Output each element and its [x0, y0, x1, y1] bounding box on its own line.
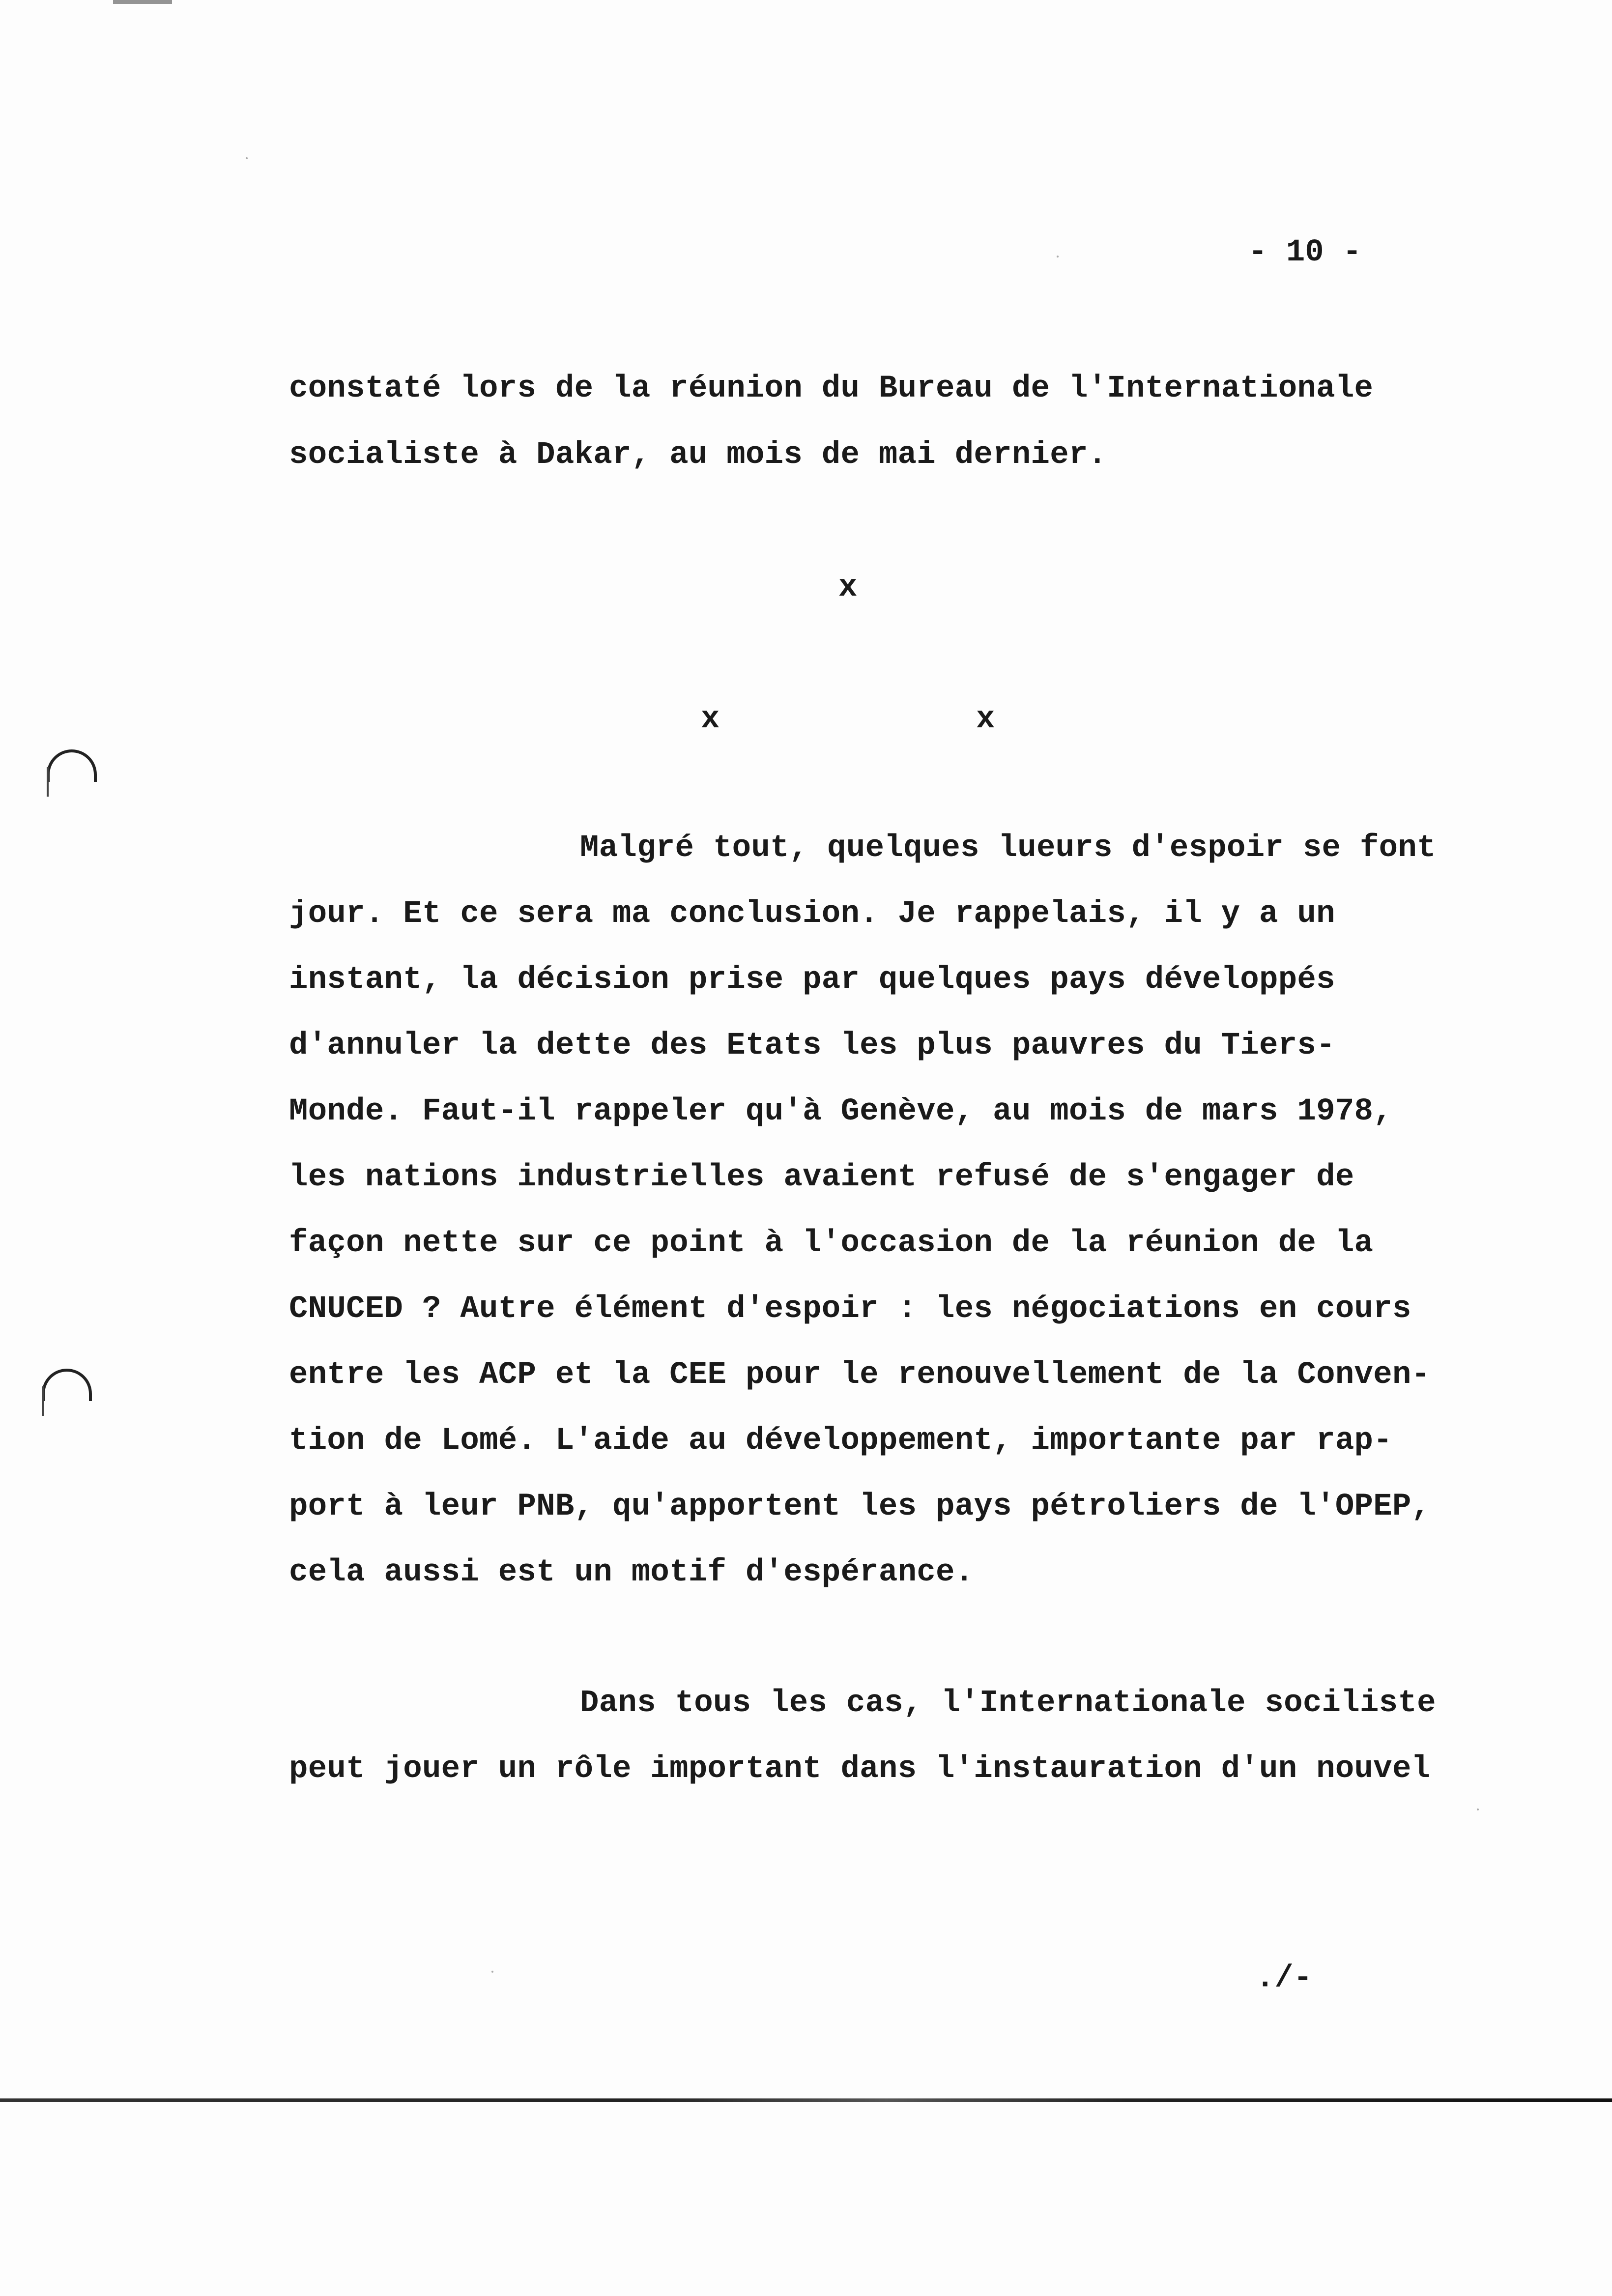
scan-corner-mark — [113, 0, 172, 4]
paragraph-line: tion de Lomé. L'aide au développement, importante par rap- — [289, 1423, 1392, 1459]
scan-speck — [491, 1971, 493, 1973]
bottom-rule — [0, 2098, 1612, 2102]
paragraph-line: Monde. Faut-il rappeler qu'à Genève, au mois de mars 1978, — [289, 1094, 1392, 1129]
punch-hole-mark — [42, 1369, 92, 1401]
paragraph-line: façon nette sur ce point à l'occasion de la réunion de la — [289, 1226, 1374, 1261]
paragraph-line: CNUCED ? Autre élément d'espoir : les négociations en cours — [289, 1292, 1411, 1327]
paragraph-line: les nations industrielles avaient refusé de s'engager de — [289, 1160, 1354, 1195]
separator-mark: x — [838, 570, 858, 605]
separator-mark: x — [701, 702, 720, 737]
paragraph-line: cela aussi est un motif d'espérance. — [289, 1555, 974, 1590]
scan-speck — [1477, 1808, 1479, 1810]
text-line: constaté lors de la réunion du Bureau de l'Internationale — [289, 371, 1374, 406]
paragraph-line: port à leur PNB, qu'apportent les pays pétroliers de l'OPEP, — [289, 1489, 1431, 1524]
paragraph-line: jour. Et ce sera ma conclusion. Je rappelais, il y a un — [289, 896, 1335, 932]
continuation-mark: ./- — [1256, 1961, 1313, 1996]
paragraph-line: instant, la décision prise par quelques pays développés — [289, 962, 1335, 998]
separator-mark: x — [976, 702, 995, 737]
page-number: - 10 - — [1248, 235, 1362, 270]
paragraph-line: Malgré tout, quelques lueurs d'espoir se font — [580, 831, 1436, 866]
punch-hole-mark — [47, 749, 97, 782]
paragraph-line: entre les ACP et la CEE pour le renouvellement de la Conven- — [289, 1357, 1431, 1393]
scan-speck — [1057, 256, 1059, 258]
scan-speck — [246, 157, 248, 159]
text-line: socialiste à Dakar, au mois de mai dernier. — [289, 437, 1107, 473]
paragraph-line: peut jouer un rôle important dans l'instauration d'un nouvel — [289, 1751, 1431, 1787]
paragraph-line: d'annuler la dette des Etats les plus pauvres du Tiers- — [289, 1028, 1335, 1063]
paragraph-line: Dans tous les cas, l'Internationale sociliste — [580, 1686, 1436, 1721]
